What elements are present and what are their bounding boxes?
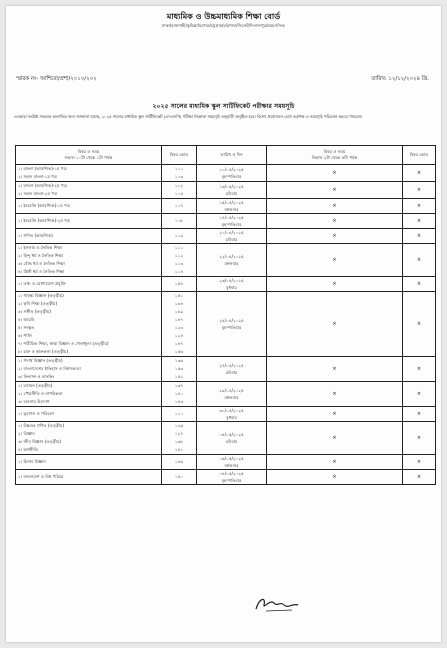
afternoon-code-mark: ×	[403, 292, 436, 357]
subject-name: ৭। শারীরিক শিক্ষা, স্বাস্থ্য বিজ্ঞান ও খেলাধুলা (তত্ত্বীয়)	[18, 341, 109, 346]
date-cell	[197, 214, 267, 229]
afternoon-code-mark: ×	[403, 407, 436, 422]
subject-code: ১৪৯	[174, 309, 184, 314]
subject-code: ১২৭	[174, 431, 184, 436]
subject-code: ১১৪	[174, 269, 184, 274]
subject-name: ১। ইংরেজি (আবশ্যিক)-১ম পত্র	[18, 203, 70, 208]
subject-cell	[16, 382, 162, 407]
subject-code-cell	[162, 244, 197, 277]
subject-code: ১০৪	[174, 191, 184, 196]
subject-name: ৩। বৌদ্ধ ধর্ম ও নৈতিক শিক্ষা	[18, 261, 65, 266]
subject-code-cell	[162, 182, 197, 199]
subject-code: ১৩৪	[174, 301, 184, 306]
subject-code: ১৪৩	[174, 399, 184, 404]
subject-code: ১৫১	[174, 293, 184, 298]
exam-date: ১৭/০৪/২০২৫	[219, 215, 244, 220]
subject-name: ৪। আরবি	[18, 317, 35, 322]
afternoon-subject-mark: ×	[267, 292, 403, 357]
subject-name: ১। গার্হস্থ্য বিজ্ঞান (তত্ত্বীয়)	[18, 293, 64, 298]
subject-name: ১। বাংলা (আবশ্যিক)-১ম পত্র	[18, 166, 67, 171]
exam-date: ২৭/০৪/২০২৫	[219, 363, 244, 368]
exam-date: ২৪/০৪/২০২৫	[219, 318, 244, 323]
date-cell	[197, 470, 267, 485]
date-cell	[197, 382, 267, 407]
subject-cell	[16, 199, 162, 214]
subject-code: ১১৩	[174, 261, 184, 266]
subject-name: ১। পদার্থ বিজ্ঞান (তত্ত্বীয়)	[18, 358, 63, 363]
subject-code: ১৪০	[174, 391, 184, 396]
subject-name: ৩। সঙ্গীত (তত্ত্বীয়)	[18, 309, 51, 314]
exam-day: বুধবার	[226, 415, 237, 420]
header-afternoon: বিষয় ও সময় বিকাল ২টা থেকে ৫টা পর্যন্ত	[267, 146, 403, 165]
table-row	[16, 214, 436, 229]
subject-code-cell	[162, 357, 197, 382]
subject-code-cell	[162, 422, 197, 455]
exam-day: রবিবার	[225, 439, 238, 444]
afternoon-subject-mark: ×	[267, 382, 403, 407]
subject-name: ৩। জীব বিজ্ঞান (তত্ত্বীয়)	[18, 439, 61, 444]
subject-code: ১৫৬	[174, 349, 184, 354]
subject-cell	[16, 165, 162, 182]
subject-name: ৩। ফিন্যান্স ও ব্যাংকিং	[18, 374, 55, 379]
date-cell	[197, 357, 267, 382]
exam-day: বৃহস্পতিবার	[221, 222, 242, 227]
afternoon-subject-mark: ×	[267, 407, 403, 422]
subject-code: ১৪১	[174, 447, 184, 452]
subject-name: ৪। অর্থনীতি	[18, 447, 38, 452]
subject-code: ১১০	[174, 411, 184, 416]
subject-code: ১০৮	[174, 218, 184, 223]
table-row	[16, 244, 436, 277]
exam-day: মঙ্গলবার	[224, 207, 239, 212]
exam-date: ৩০/০৪/২০২৫	[219, 408, 244, 413]
afternoon-code-mark: ×	[403, 422, 436, 455]
subject-code: ১৪৬	[174, 459, 184, 464]
exam-day: মঙ্গলবার	[224, 395, 239, 400]
date-cell	[197, 229, 267, 244]
exam-day: বুধবার	[226, 285, 237, 290]
afternoon-subject-mark: ×	[267, 277, 403, 292]
afternoon-subject-mark: ×	[267, 470, 403, 485]
date-cell	[197, 165, 267, 182]
subject-code: ১৫২	[174, 374, 184, 379]
subject-cell	[16, 357, 162, 382]
exam-day: রবিবার	[225, 237, 238, 242]
issue-date: তারিখ: ১২/১২/২০২৪ খ্রি.	[371, 76, 429, 82]
subject-name: ২। কৃষি শিক্ষা (তত্ত্বীয়)	[18, 301, 58, 306]
subject-cell	[16, 455, 162, 470]
subject-name: ১। বাংলা (আবশ্যিক)-২য় পত্র	[18, 183, 67, 188]
afternoon-subject-mark: ×	[267, 182, 403, 199]
date-cell	[197, 277, 267, 292]
header-code: বিষয় কোড	[162, 146, 197, 165]
header-afternoon-code: বিষয় কোড	[403, 146, 436, 165]
subject-name: ১। তথ্য ও যোগাযোগ প্রযুক্তি	[18, 281, 66, 286]
subject-code: ১৫৩	[174, 366, 184, 371]
subject-name: ২। বাংলাদেশের ইতিহাস ও বিশ্বসভ্যতা	[18, 366, 81, 371]
afternoon-code-mark: ×	[403, 470, 436, 485]
afternoon-subject-mark: ×	[267, 357, 403, 382]
afternoon-code-mark: ×	[403, 165, 436, 182]
subject-name: ১। ইংরেজি (আবশ্যিক)-২য় পত্র	[18, 218, 71, 223]
subject-code: ১৩৭	[174, 383, 184, 388]
subject-cell	[16, 277, 162, 292]
subject-name: ২। পৌরনীতি ও নাগরিকতা	[18, 391, 63, 396]
subject-code: ১১১	[174, 245, 184, 250]
subject-cell	[16, 407, 162, 422]
subject-cell	[16, 182, 162, 199]
exam-day: রবিবার	[225, 370, 238, 375]
subject-name: ১। রসায়ন (তত্ত্বীয়)	[18, 383, 53, 388]
exam-date: ১৩/০৪/২০২৫	[219, 184, 244, 189]
exam-day: বৃহস্পতিবার	[221, 174, 242, 179]
exam-date: ২৩/০৪/২০২৫	[219, 278, 244, 283]
afternoon-code-mark: ×	[403, 229, 436, 244]
subject-code: ১৩৬	[174, 358, 184, 363]
subject-name: ১। হিসাব বিজ্ঞান	[18, 459, 46, 464]
subject-code-cell	[162, 382, 197, 407]
afternoon-code-mark: ×	[403, 214, 436, 229]
afternoon-subject-mark: ×	[267, 229, 403, 244]
date-cell	[197, 199, 267, 214]
subject-code-cell	[162, 229, 197, 244]
exam-day: বৃহস্পতিবার	[221, 478, 242, 483]
subject-cell	[16, 244, 162, 277]
date-cell	[197, 455, 267, 470]
subject-code-cell	[162, 165, 197, 182]
subject-name: ৬। পালি	[18, 333, 32, 338]
afternoon-subject-mark: ×	[267, 199, 403, 214]
reference-number: স্মারক নং- আশিবো/প্রশা/২০১০/২০২	[16, 76, 97, 82]
subject-name: ২। বিজ্ঞান	[18, 431, 35, 436]
date-cell	[197, 182, 267, 199]
table-row	[16, 277, 436, 292]
exam-day: মঙ্গলবার	[224, 261, 239, 266]
subject-cell	[16, 292, 162, 357]
exam-date: ০৪/০৫/২০২৫	[219, 432, 244, 437]
afternoon-subject-mark: ×	[267, 214, 403, 229]
intro-paragraph: এতদ্বারা সংশ্লিষ্ট সকলের অবগতির জন্য জানানো যাচ্ছে, ২০২৫ সালের মাধ্যমিক স্কুল সার্টিফিকেট (এসএসসি) পরীক্ষা নিম্নোক্ত সময়সূচি অনুযায়ী অনুষ্ঠিত হবে। বিশেষ প্রয়োজনে বোর্ড কর্তৃপক্ষ এ সময়সূচি পরিবর্তন করতে পারবেন।	[14, 114, 363, 119]
subject-code: ১৫৪	[174, 281, 184, 286]
subject-name: ৪। খ্রিস্ট ধর্ম ও নৈতিক শিক্ষা	[18, 269, 65, 274]
subject-code-cell	[162, 214, 197, 229]
subject-name: ১। বাংলাদেশ ও বিশ্ব পরিচয়	[18, 474, 64, 479]
table-row	[16, 229, 436, 244]
afternoon-subject-mark: ×	[267, 422, 403, 455]
subject-cell	[16, 229, 162, 244]
afternoon-subject-mark: ×	[267, 244, 403, 277]
date-cell	[197, 422, 267, 455]
subject-code: ১০২	[174, 183, 184, 188]
table-row	[16, 407, 436, 422]
date-cell	[197, 292, 267, 357]
exam-date: ২০/০৪/২০২৫	[219, 230, 244, 235]
subject-code: ১৪৭	[174, 341, 184, 346]
exam-date: ০৬/০৫/২০২৫	[219, 456, 244, 461]
board-cities: ঢাকা/রাজশাহী/কুমিল্লা/যশোর/চট্টগ্রাম/বরিশাল/সিলেট/দিনাজপুর/ময়মনসিংহ	[162, 23, 285, 28]
subject-code: ১৫০	[174, 474, 184, 479]
subject-name: ১। ইসলাম ও নৈতিক শিক্ষা	[18, 245, 62, 250]
table-row	[16, 455, 436, 470]
subject-name: ৩। ব্যবসায় উদ্যোগ	[18, 399, 50, 404]
afternoon-subject-mark: ×	[267, 455, 403, 470]
table-row	[16, 292, 436, 357]
signature	[252, 593, 302, 615]
subject-code-cell	[162, 277, 197, 292]
afternoon-code-mark: ×	[403, 455, 436, 470]
exam-date: ১০/০৪/২০২৫	[219, 167, 244, 172]
subject-code-cell	[162, 199, 197, 214]
subject-code-cell	[162, 470, 197, 485]
subject-name: ১। গণিত (আবশ্যিক)	[18, 233, 53, 238]
document-page	[6, 6, 441, 642]
subject-name: ২। সহজ বাংলা-১ম পত্র	[18, 174, 58, 179]
afternoon-code-mark: ×	[403, 382, 436, 407]
board-name: মাধ্যমিক ও উচ্চমাধ্যমিক শিক্ষা বোর্ড	[166, 12, 281, 21]
page-title: ২০২৫ সালের মাধ্যমিক স্কুল সার্টিফিকেট পরীক্ষার সময়সূচি	[152, 103, 295, 110]
exam-date: ২২/০৪/২০২৫	[219, 254, 244, 259]
subject-cell	[16, 214, 162, 229]
subject-code: ১৪৭	[174, 317, 184, 322]
exam-date: ২৯/০৪/২০২৫	[219, 388, 244, 393]
subject-code: ১০৩	[174, 174, 184, 179]
subject-code-cell	[162, 292, 197, 357]
table-header-row	[16, 146, 436, 165]
subject-code-cell	[162, 455, 197, 470]
subject-code: ১২৪	[174, 333, 184, 338]
exam-date: ১৫/০৪/২০২৫	[219, 200, 244, 205]
subject-code: ১০৭	[174, 203, 184, 208]
table-row	[16, 165, 436, 182]
header-subject: বিষয় ও সময় সকাল ১০টা থেকে ১টা পর্যন্ত	[16, 146, 162, 165]
exam-day: মঙ্গলবার	[224, 463, 239, 468]
exam-schedule-table	[15, 145, 436, 485]
exam-day: বৃহস্পতিবার	[221, 325, 242, 330]
subject-name: ৫। সংস্কৃত	[18, 325, 35, 330]
table-row	[16, 357, 436, 382]
subject-code-cell	[162, 407, 197, 422]
subject-code: ১২৬	[174, 423, 184, 428]
subject-name: ১। উচ্চতর গণিত (তত্ত্বীয়)	[18, 423, 65, 428]
subject-code: ১১২	[174, 253, 184, 258]
exam-day: রবিবার	[225, 191, 238, 196]
table-row	[16, 422, 436, 455]
subject-name: ৮। চারু ও কারুকলা (তত্ত্বীয়)	[18, 349, 69, 354]
exam-date: ০৮/০৫/২০২৫	[219, 471, 244, 476]
subject-code: ১২৩	[174, 325, 184, 330]
table-row	[16, 470, 436, 485]
subject-name: ২। হিন্দু ধর্ম ও নৈতিক শিক্ষা	[18, 253, 64, 258]
table-row	[16, 182, 436, 199]
subject-code: ১০৯	[174, 233, 184, 238]
subject-code: ১৩৮	[174, 439, 184, 444]
afternoon-code-mark: ×	[403, 244, 436, 277]
subject-name: ১। ভূগোল ও পরিবেশ	[18, 411, 55, 416]
afternoon-code-mark: ×	[403, 357, 436, 382]
header-date: তারিখ ও দিন	[197, 146, 267, 165]
afternoon-code-mark: ×	[403, 199, 436, 214]
table-row	[16, 199, 436, 214]
subject-cell	[16, 422, 162, 455]
table-row	[16, 382, 436, 407]
date-cell	[197, 407, 267, 422]
subject-cell	[16, 470, 162, 485]
afternoon-code-mark: ×	[403, 182, 436, 199]
date-cell	[197, 244, 267, 277]
afternoon-code-mark: ×	[403, 277, 436, 292]
subject-name: ২। সহজ বাংলা-২য় পত্র	[18, 191, 58, 196]
afternoon-subject-mark: ×	[267, 165, 403, 182]
subject-code: ১০১	[174, 166, 184, 171]
